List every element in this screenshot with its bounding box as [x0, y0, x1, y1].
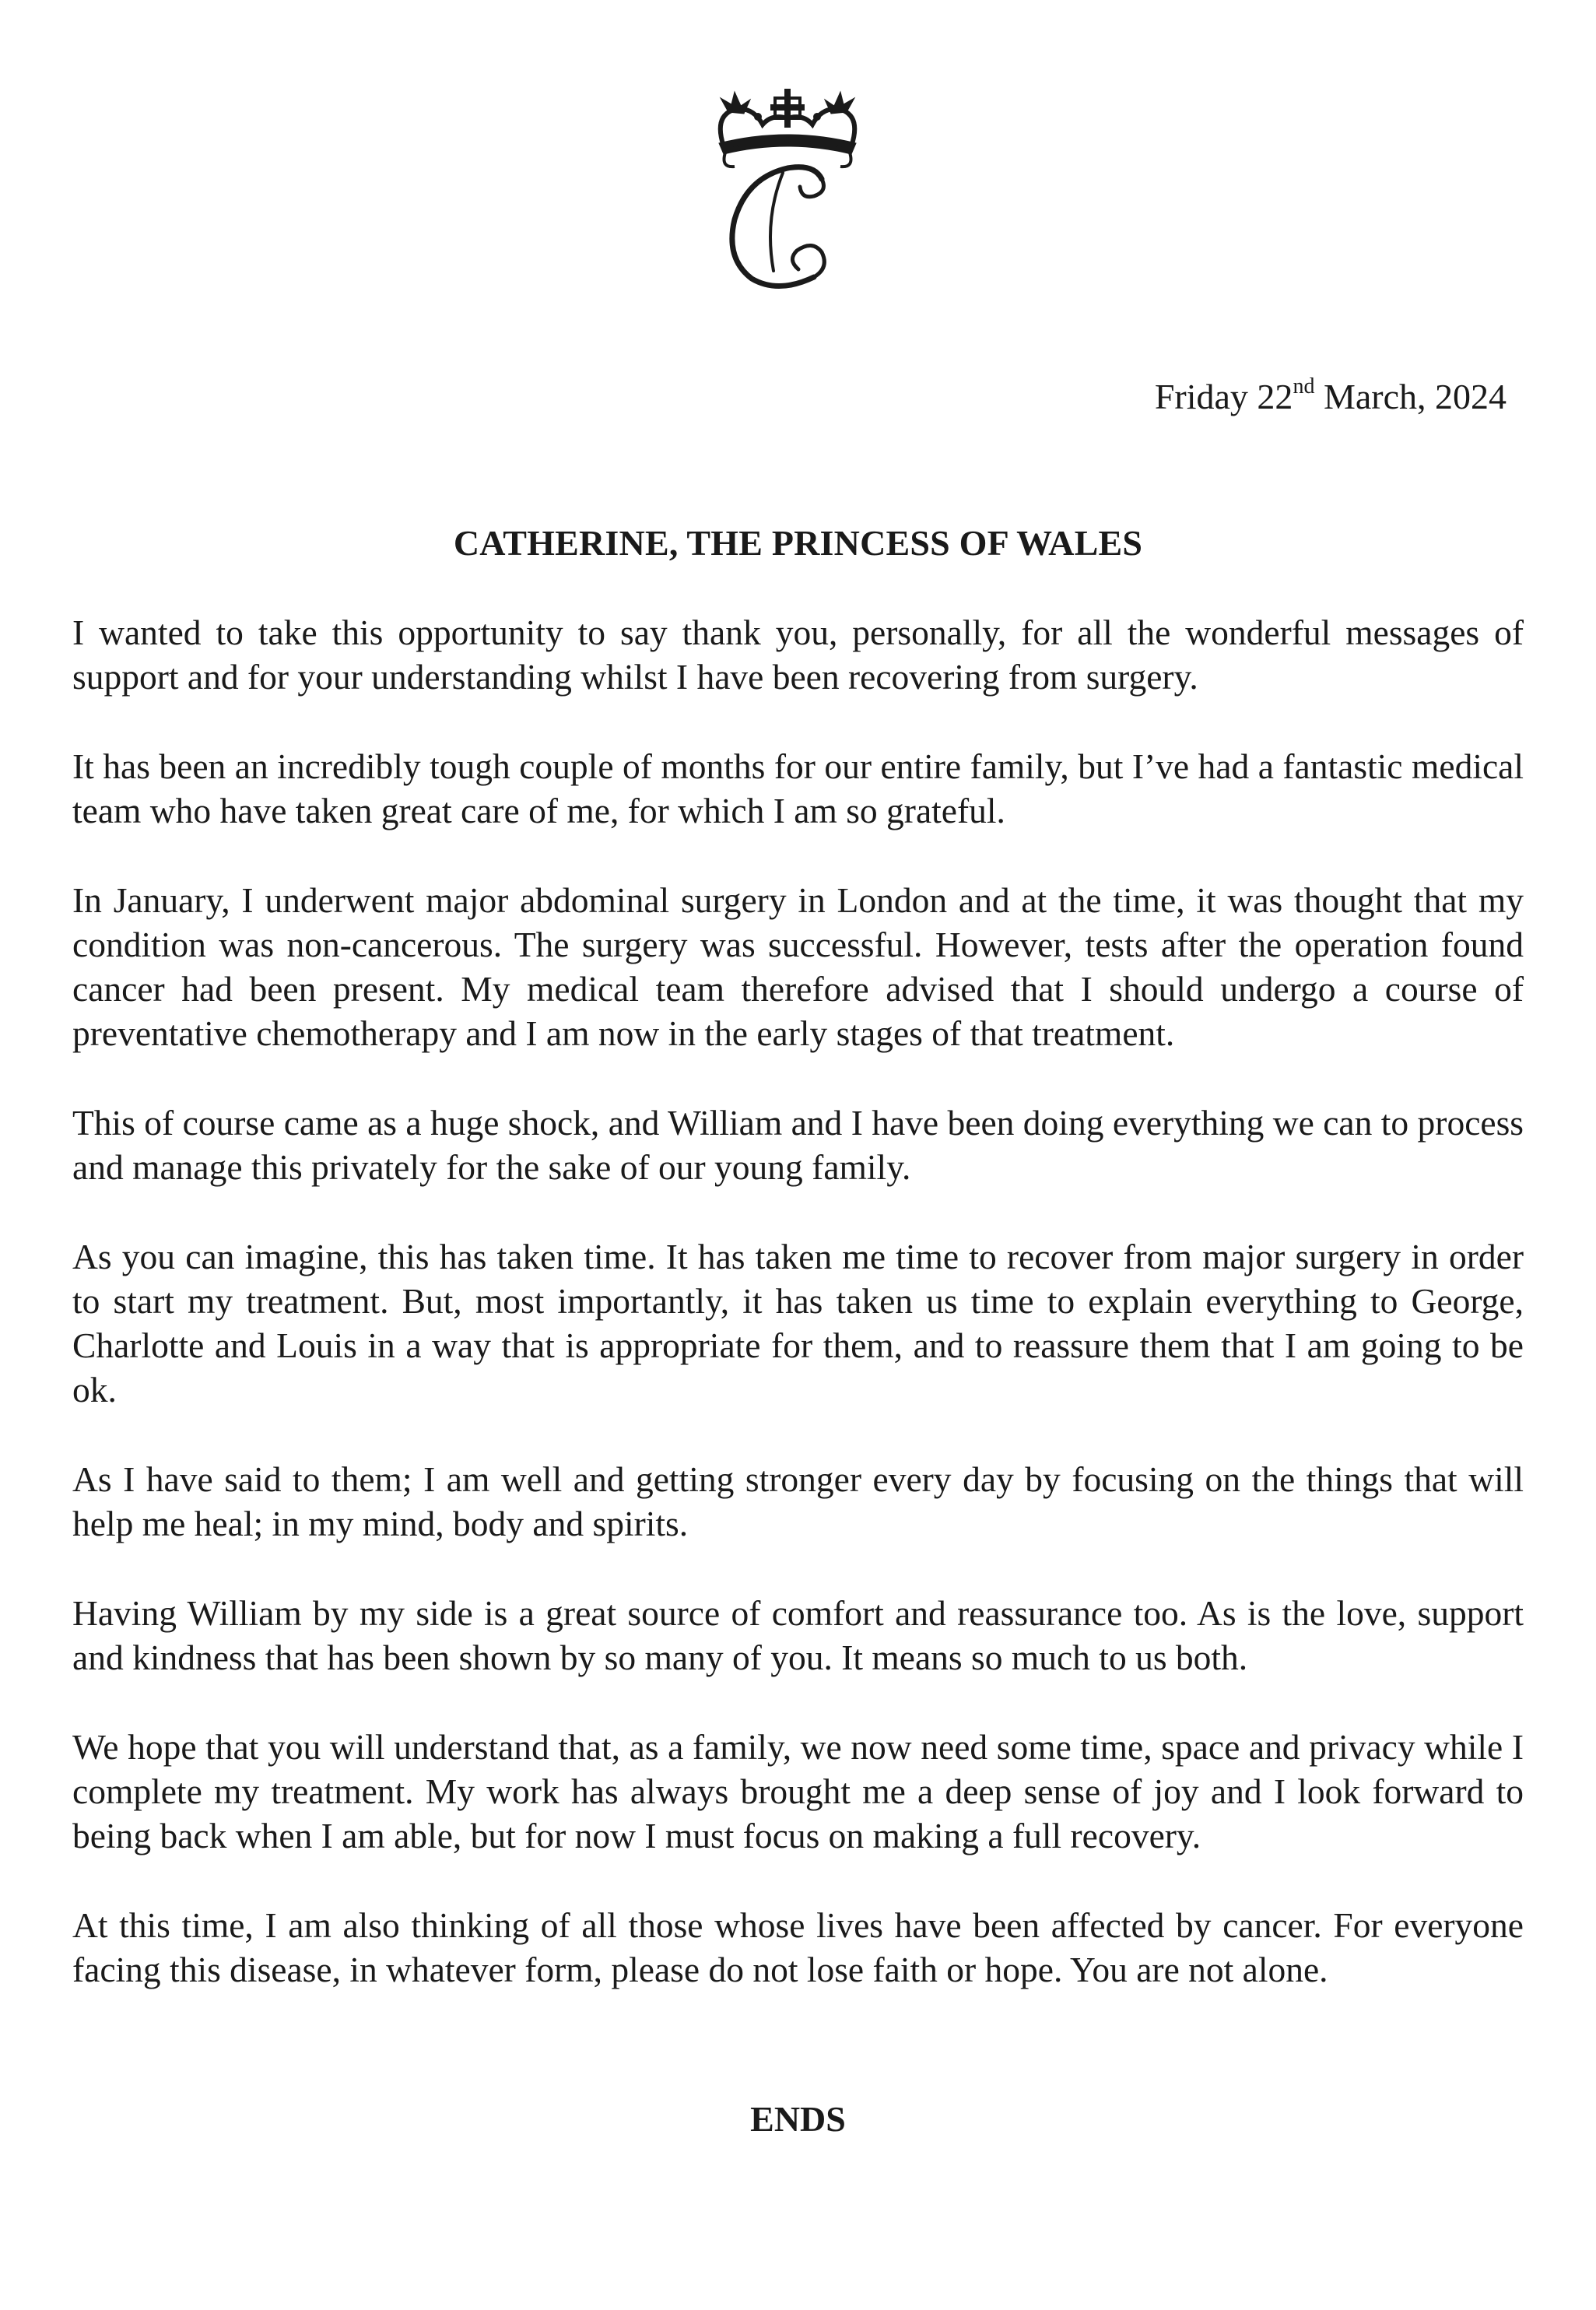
paragraph-tough-months: It has been an incredibly tough couple of months for our entire family, but I’ve had a fantastic medical team who have taken great care of me, for which I am so grateful.	[72, 746, 1524, 830]
paragraph-others-affected: At this time, I am also thinking of all those whose lives have been affected by cancer. For everyone facing this disease, in whatever form, please do not lose faith or hope. You are not alone.	[72, 1905, 1524, 1989]
crown-monogram-icon	[697, 87, 878, 297]
paragraph-william-support: Having William by my side is a great source of comfort and reassurance too. As is the love, support and kindness that has been shown by so many of you. It means so much to us both.	[72, 1593, 1524, 1677]
paragraph-getting-stronger: As I have said to them; I am well and getting stronger every day by focusing on the things that will help me heal; in my mind, body and spirits.	[72, 1459, 1524, 1543]
paragraph-diagnosis: In January, I underwent major abdominal surgery in London and at the time, it was thought that my condition was non-cancerous. The surgery was successful. However, tests after the operation found cancer had been present. My medical team therefore advised that I should undergo a course of preventative chemotherapy and I am now in the early stages of that treatment.	[72, 880, 1524, 1053]
paragraph-thank-you: I wanted to take this opportunity to say thank you, personally, for all the wonderful messages of support and for your understanding whilst I have been recovering from surgery.	[72, 613, 1524, 697]
letter-date	[1155, 374, 1507, 420]
statement-title: CATHERINE, THE PRINCESS OF WALES	[453, 523, 1143, 563]
ends-marker: ENDS	[750, 2099, 846, 2139]
paragraph-shock: This of course came as a huge shock, and William and I have been doing everything we can to process and manage this privately for the sake of our young family.	[72, 1103, 1524, 1187]
statement-body	[72, 610, 1524, 2037]
paragraph-taken-time: As you can imagine, this has taken time. It has taken me time to recover from major surgery in order to start my treatment. But, most importantly, it has taken us time to explain everything to George, Charlotte and Louis in a way that is appropriate for them, and to reassure them that I am going to be ok.	[72, 1237, 1524, 1410]
date-prefix: Friday 22	[1154, 377, 1293, 416]
date-ordinal-suffix: nd	[1293, 374, 1315, 398]
paragraph-privacy-request: We hope that you will understand that, as a family, we now need some time, space and privacy while I complete my treatment. My work has always brought me a deep sense of joy and I look forward to being back when I am able, but for now I must focus on making a full recovery.	[72, 1727, 1524, 1855]
date-suffix: March, 2024	[1314, 377, 1507, 416]
